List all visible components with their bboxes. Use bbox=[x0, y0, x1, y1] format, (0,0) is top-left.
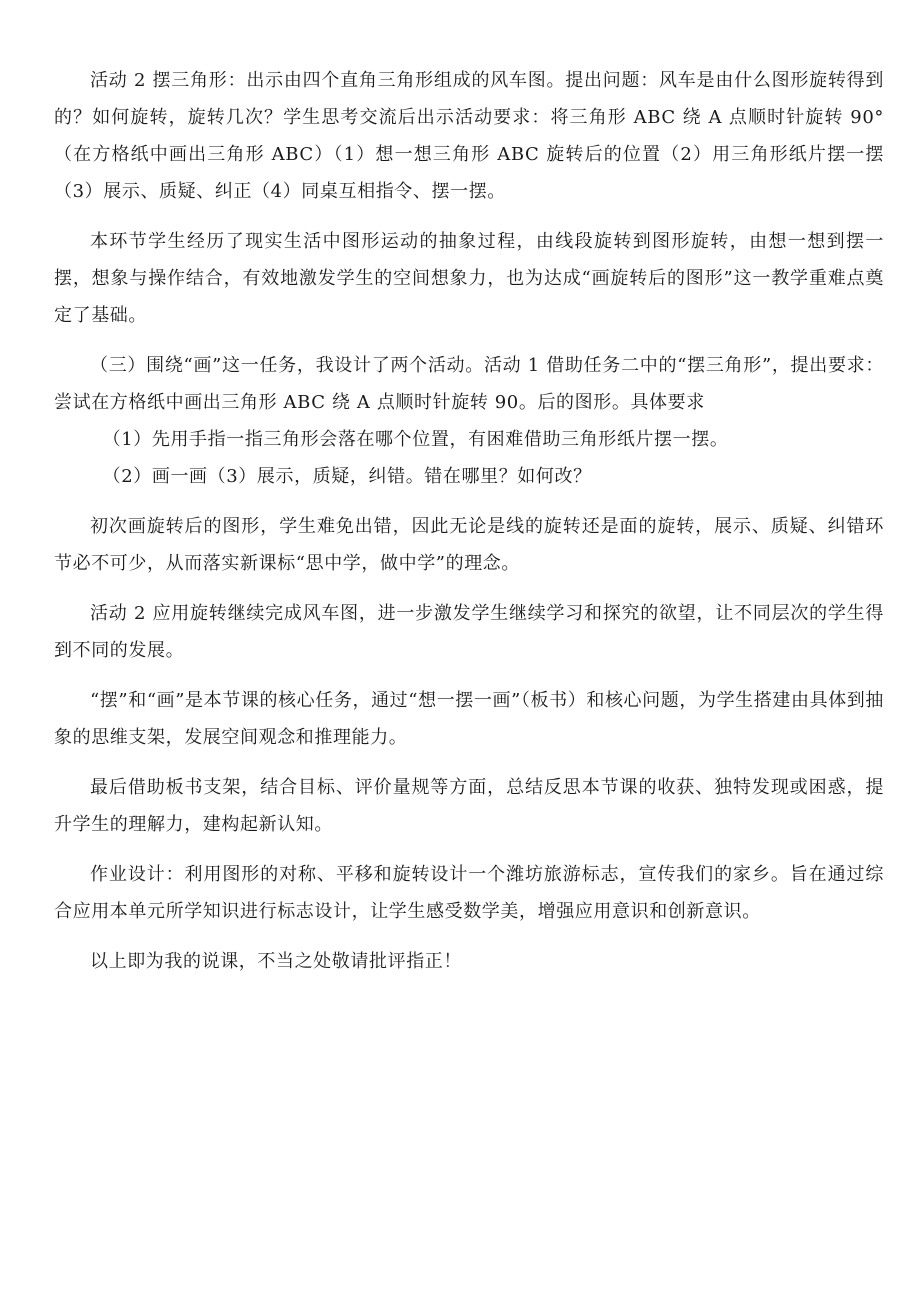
paragraph-abstraction-process: 本环节学生经历了现实生活中图形运动的抽象过程，由线段旋转到图形旋转，由想一想到摆一摆，想象与操作结合，有效地激发学生的空间想象力，也为达成“画旋转后的图形”这一教学重难点奠定了基础。 bbox=[54, 231, 884, 326]
paragraph-requirement-2: （2）画一画（3）展示，质疑，纠错。错在哪里？如何改？ bbox=[102, 466, 592, 487]
paragraph-requirement-1: （1）先用手指一指三角形会落在哪个位置，有困难借助三角形纸片摆一摆。 bbox=[102, 429, 729, 450]
paragraph-core-task: “摆”和“画”是本节课的核心任务，通过“想一摆一画”（板书）和核心问题，为学生搭建由具体到抽象的思维支架，发展空间观念和推理能力。 bbox=[54, 690, 884, 748]
document-body bbox=[54, 62, 884, 993]
paragraph-activity-2-triangle: 活动 2 摆三角形：出示由四个直角三角形组成的风车图。提出问题：风车是由什么图形旋转得到的？如何旋转，旋转几次？学生思考交流后出示活动要求：将三角形 ABC 绕 A 点顺时针旋转 90°（在方格纸中画出三角形 ABC）（1）想一想三角形 ABC 旋转后的位置（2）用三角形纸片摆一摆（3）展示、质疑、纠正（4）同桌互相指令、摆一摆。 bbox=[54, 70, 884, 202]
paragraph-first-drawing: 初次画旋转后的图形，学生难免出错，因此无论是线的旋转还是面的旋转，展示、质疑、纠错环节必不可少，从而落实新课标“思中学，做中学”的理念。 bbox=[54, 516, 884, 574]
paragraph-summary: 最后借助板书支架，结合目标、评价量规等方面，总结反思本节课的收获、独特发现或困惑，提升学生的理解力，建构起新认知。 bbox=[54, 777, 884, 835]
paragraph-windmill: 活动 2 应用旋转继续完成风车图，进一步激发学生继续学习和探究的欲望，让不同层次的学生得到不同的发展。 bbox=[54, 603, 884, 661]
paragraph-closing: 以上即为我的说课，不当之处敬请批评指正！ bbox=[90, 951, 462, 972]
paragraph-homework: 作业设计：利用图形的对称、平移和旋转设计一个潍坊旅游标志，宣传我们的家乡。旨在通过综合应用本单元所学知识进行标志设计，让学生感受数学美，增强应用意识和创新意识。 bbox=[54, 864, 884, 922]
paragraph-draw-task: （三）围绕“画”这一任务，我设计了两个活动。活动 1 借助任务二中的“摆三角形”，提出要求：尝试在方格纸中画出三角形 ABC 绕 A 点顺时针旋转 90。后的图形。具体要求 bbox=[54, 355, 884, 413]
